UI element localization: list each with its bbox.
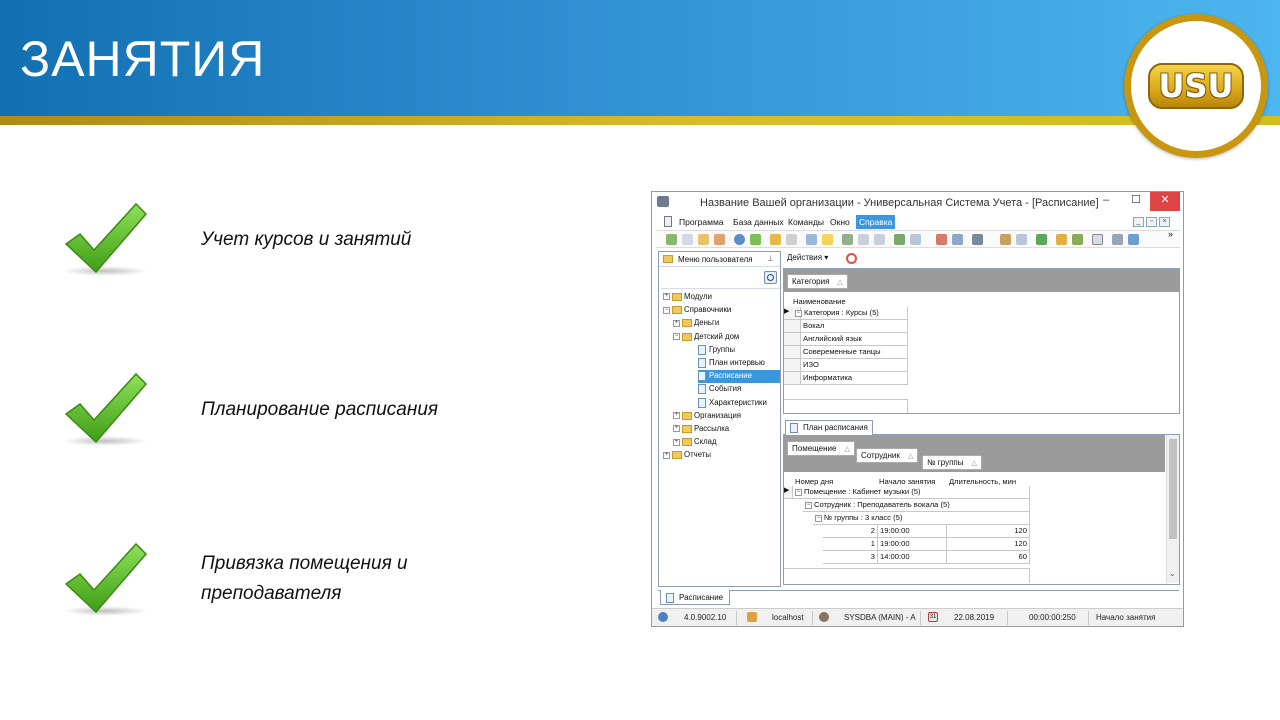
tree-item[interactable] bbox=[673, 436, 717, 449]
print-preview-icon[interactable] bbox=[910, 234, 921, 245]
bullet-3 bbox=[56, 540, 496, 630]
folder-icon bbox=[682, 425, 692, 433]
expand-icon[interactable]: + bbox=[674, 438, 679, 445]
tree-item[interactable] bbox=[673, 410, 741, 423]
slide-title: ЗАНЯТИЯ bbox=[20, 31, 266, 87]
schedule-grid bbox=[783, 435, 1180, 585]
tree-item-label: Справочники bbox=[684, 305, 732, 315]
search-icon[interactable] bbox=[734, 234, 745, 245]
report-icon[interactable] bbox=[936, 234, 947, 245]
document-tabs bbox=[658, 590, 1179, 606]
row-selector[interactable] bbox=[784, 346, 801, 359]
cell-duration[interactable]: 120 bbox=[947, 538, 1030, 551]
export-icon[interactable] bbox=[894, 234, 905, 245]
bullet-text: Учет курсов и занятий bbox=[201, 229, 412, 250]
folder-icon bbox=[682, 333, 692, 341]
logo-badge: USU bbox=[1148, 63, 1244, 109]
menu-window[interactable]: Окно bbox=[830, 217, 850, 227]
menu-bar bbox=[656, 214, 1180, 229]
table-row[interactable]: ИЗО bbox=[801, 359, 908, 372]
actions-bar bbox=[783, 251, 1180, 266]
maximize-button[interactable]: ☐ bbox=[1131, 194, 1141, 206]
document-icon bbox=[698, 358, 706, 368]
group-row-room[interactable]: − Помещение : Кабинет музыки (5) bbox=[793, 486, 1030, 499]
printer-icon[interactable] bbox=[1112, 234, 1123, 245]
menu-help[interactable]: Справка bbox=[856, 215, 895, 229]
group-chip-group-number[interactable]: № группы △ bbox=[922, 455, 982, 470]
app-icon bbox=[657, 196, 669, 207]
menu-commands[interactable]: Команды bbox=[788, 217, 825, 227]
expand-icon[interactable]: + bbox=[674, 319, 679, 326]
status-date: 22.08.2019 bbox=[954, 613, 995, 622]
status-version: 4.0.9002.10 bbox=[684, 613, 727, 622]
expand-icon[interactable]: + bbox=[674, 412, 679, 419]
status-timer: 00:00:00:250 bbox=[1029, 613, 1076, 622]
menu-program[interactable]: Программа bbox=[679, 217, 724, 227]
user-menu-header bbox=[659, 252, 780, 267]
bullet-text: Планирование расписания bbox=[201, 399, 439, 420]
column-header-start[interactable]: Начало занятия bbox=[879, 477, 936, 486]
group-chip-room[interactable]: Помещение △ bbox=[787, 441, 855, 456]
tree-item-label: Деньги bbox=[694, 318, 720, 328]
table-row[interactable]: Совеременные танцы bbox=[801, 346, 908, 359]
tree-item[interactable] bbox=[698, 397, 767, 410]
folder-icon bbox=[672, 293, 682, 301]
nav-back-icon[interactable] bbox=[842, 234, 853, 245]
edit-icon[interactable] bbox=[698, 234, 709, 245]
gear-icon[interactable] bbox=[750, 234, 761, 245]
redo-icon[interactable] bbox=[1128, 234, 1139, 245]
tree-item[interactable] bbox=[698, 344, 735, 357]
document-icon bbox=[698, 384, 706, 394]
cell-start-time[interactable]: 19:00:00 bbox=[878, 538, 947, 551]
tree-item-label: Характеристики bbox=[709, 397, 767, 407]
vertical-scrollbar[interactable] bbox=[1166, 435, 1179, 583]
cell-start-time[interactable]: 14:00:00 bbox=[878, 551, 947, 564]
pin-icon[interactable]: ⊥ bbox=[767, 254, 774, 263]
row-selector[interactable] bbox=[784, 359, 801, 372]
collapse-icon[interactable] bbox=[874, 234, 885, 245]
filter-icon[interactable] bbox=[770, 234, 781, 245]
grid-footer bbox=[784, 399, 908, 413]
tree-item-label: Рассылка bbox=[694, 424, 730, 433]
group-chip-category[interactable]: Категория △ bbox=[787, 274, 848, 289]
expand-icon[interactable]: + bbox=[664, 451, 669, 458]
group-row-label: № группы : 3 класс (5) bbox=[824, 513, 903, 522]
users-icon[interactable] bbox=[1072, 234, 1083, 245]
menu-database[interactable]: База данных bbox=[733, 217, 784, 227]
document-icon bbox=[790, 423, 798, 433]
menu-tree bbox=[661, 288, 780, 584]
filter-clear-icon[interactable] bbox=[786, 234, 797, 245]
document-icon bbox=[666, 593, 674, 603]
column-header-name[interactable]: Наименование bbox=[793, 297, 846, 306]
window-title: Название Вашей организации - Универсальная Система Учета - [Расписание] bbox=[700, 197, 1099, 209]
group-chip-label: Помещение bbox=[792, 444, 837, 453]
close-button[interactable]: ✕ bbox=[1150, 192, 1180, 211]
user-menu-title: Меню пользователя bbox=[678, 255, 753, 264]
user-menu-panel bbox=[658, 251, 781, 587]
tree-item-label: План интервью bbox=[709, 358, 765, 367]
category-grid bbox=[783, 268, 1180, 414]
main-toolbar bbox=[656, 230, 1180, 248]
copy-icon[interactable] bbox=[682, 234, 693, 245]
checkmark-icon bbox=[56, 200, 152, 284]
column-header-day[interactable]: Номер дня bbox=[795, 477, 834, 486]
status-host: localhost bbox=[772, 613, 804, 622]
tree-item-label: Организация bbox=[694, 410, 742, 420]
calendar-icon: 31 bbox=[929, 614, 937, 620]
cell-day[interactable]: 1 bbox=[823, 538, 878, 551]
lock-icon[interactable] bbox=[1056, 234, 1067, 245]
tree-item-label: События bbox=[709, 384, 742, 394]
tree-item[interactable] bbox=[698, 383, 741, 396]
row-selector[interactable] bbox=[784, 372, 801, 385]
toolbar-overflow-icon[interactable]: » bbox=[1168, 229, 1174, 239]
detail-tabstrip bbox=[783, 418, 1180, 435]
minimize-button[interactable]: – bbox=[1102, 194, 1110, 206]
tree-item-label: Расписание bbox=[709, 371, 752, 381]
group-chip-label: Сотрудник bbox=[861, 451, 900, 460]
group-chip-label: № группы bbox=[927, 458, 964, 467]
checkmark-icon bbox=[56, 370, 152, 454]
expand-icon[interactable] bbox=[858, 234, 869, 245]
settings-icon[interactable] bbox=[1016, 234, 1027, 245]
group-chip-label: Категория bbox=[792, 277, 830, 286]
row-selector[interactable] bbox=[784, 320, 801, 333]
header-band bbox=[0, 0, 1280, 118]
insert-icon[interactable] bbox=[806, 234, 817, 245]
actions-label: Действия bbox=[787, 253, 823, 262]
checkmark-icon bbox=[56, 540, 152, 624]
tree-item[interactable] bbox=[698, 370, 780, 383]
chart-icon[interactable] bbox=[972, 234, 983, 245]
bullet-2 bbox=[56, 370, 496, 460]
document-icon bbox=[698, 398, 706, 408]
tree-item-label: Модули bbox=[684, 292, 712, 301]
window-icon[interactable] bbox=[952, 234, 963, 245]
mdi-restore-icon[interactable]: ▫ bbox=[1146, 217, 1157, 227]
image-icon[interactable] bbox=[1036, 234, 1047, 245]
user-icon bbox=[819, 612, 829, 622]
group-by-band bbox=[784, 435, 1165, 472]
row-selector[interactable] bbox=[784, 333, 801, 346]
actions-dropdown[interactable]: Действия ▾ bbox=[787, 253, 829, 262]
row-indicator-icon: ▶ bbox=[784, 307, 801, 320]
tab-schedule-plan[interactable] bbox=[785, 420, 873, 435]
content-area bbox=[783, 251, 1180, 587]
status-field: Начало занятия bbox=[1096, 613, 1156, 622]
note-icon[interactable] bbox=[822, 234, 833, 245]
header-gold-stripe bbox=[0, 116, 1280, 125]
group-row-label: Категория : Курсы (5) bbox=[804, 308, 879, 317]
cell-day[interactable]: 2 bbox=[823, 525, 878, 538]
tree-item-label: Детский дом bbox=[694, 331, 740, 341]
status-user: SYSDBA (MAIN) - A bbox=[844, 613, 916, 622]
document-icon bbox=[698, 345, 706, 355]
delete-icon[interactable] bbox=[714, 234, 725, 245]
tree-item[interactable] bbox=[673, 423, 729, 436]
group-row-group-number[interactable]: − № группы : 3 класс (5) bbox=[813, 512, 1030, 525]
status-bar bbox=[652, 608, 1183, 626]
table-icon[interactable] bbox=[1092, 234, 1103, 245]
table-row[interactable]: Вокал bbox=[801, 320, 908, 333]
expand-icon[interactable]: + bbox=[664, 293, 669, 300]
folder-icon bbox=[682, 319, 692, 327]
cell-duration[interactable]: 60 bbox=[947, 551, 1030, 564]
bullet-text-line1: Привязка помещения и bbox=[201, 553, 408, 574]
tree-item[interactable] bbox=[698, 357, 765, 370]
folder-icon bbox=[672, 451, 682, 459]
folder-icon bbox=[663, 255, 673, 263]
folder-icon bbox=[672, 306, 682, 314]
table-row[interactable]: Информатика bbox=[801, 372, 908, 385]
window-titlebar bbox=[652, 192, 1183, 213]
cell-day[interactable]: 3 bbox=[823, 551, 878, 564]
tab-schedule[interactable] bbox=[660, 590, 730, 605]
tree-item-label: Группы bbox=[709, 344, 735, 354]
bullet-1 bbox=[56, 200, 496, 290]
group-row-label: Сотрудник : Преподаватель вокала (5) bbox=[814, 500, 950, 509]
database-icon bbox=[747, 612, 757, 622]
collapse-icon[interactable]: − bbox=[664, 306, 669, 313]
bullet-text-line2: преподавателя bbox=[201, 583, 342, 604]
mdi-minimize-icon[interactable]: _ bbox=[1133, 217, 1144, 227]
group-row-label: Помещение : Кабинет музыки (5) bbox=[804, 487, 921, 496]
tree-item[interactable] bbox=[663, 304, 731, 317]
usu-logo bbox=[1124, 14, 1268, 158]
tools-icon[interactable] bbox=[1000, 234, 1011, 245]
group-by-band bbox=[784, 269, 1179, 292]
tab-label: План расписания bbox=[803, 423, 868, 432]
tree-item[interactable] bbox=[673, 317, 719, 330]
folder-icon bbox=[682, 412, 692, 420]
search-icon[interactable] bbox=[764, 271, 777, 284]
table-row[interactable]: Английский язык bbox=[801, 333, 908, 346]
cancel-icon[interactable] bbox=[846, 253, 857, 264]
document-icon bbox=[698, 371, 706, 381]
tree-item-label: Склад bbox=[694, 437, 717, 447]
document-icon bbox=[664, 216, 672, 227]
app-window-screenshot bbox=[651, 191, 1184, 627]
grid-footer bbox=[784, 568, 1030, 583]
tree-item[interactable] bbox=[673, 331, 739, 344]
row-indicator-icon: ▶ bbox=[784, 486, 793, 499]
cell-start-time[interactable]: 19:00:00 bbox=[878, 525, 947, 538]
folder-icon bbox=[682, 438, 692, 446]
mdi-close-icon[interactable]: × bbox=[1159, 217, 1170, 227]
collapse-icon[interactable]: − bbox=[674, 333, 679, 340]
cell-duration[interactable]: 120 bbox=[947, 525, 1030, 538]
refresh-icon[interactable] bbox=[666, 234, 677, 245]
tree-item[interactable] bbox=[663, 449, 711, 462]
tree-item-label: Отчеты bbox=[684, 450, 711, 460]
tab-label: Расписание bbox=[679, 593, 724, 602]
scroll-down-icon[interactable]: ⌄ bbox=[1169, 569, 1176, 578]
column-header-duration[interactable]: Длительность, мин bbox=[949, 477, 1017, 486]
expand-icon[interactable]: + bbox=[674, 425, 679, 432]
group-row-category[interactable]: − Категория : Курсы (5) bbox=[793, 307, 908, 320]
group-row-employee[interactable]: − Сотрудник : Преподаватель вокала (5) bbox=[803, 499, 1030, 512]
info-icon bbox=[658, 612, 668, 622]
group-chip-employee[interactable]: Сотрудник △ bbox=[856, 448, 918, 463]
tree-item[interactable] bbox=[663, 291, 712, 304]
